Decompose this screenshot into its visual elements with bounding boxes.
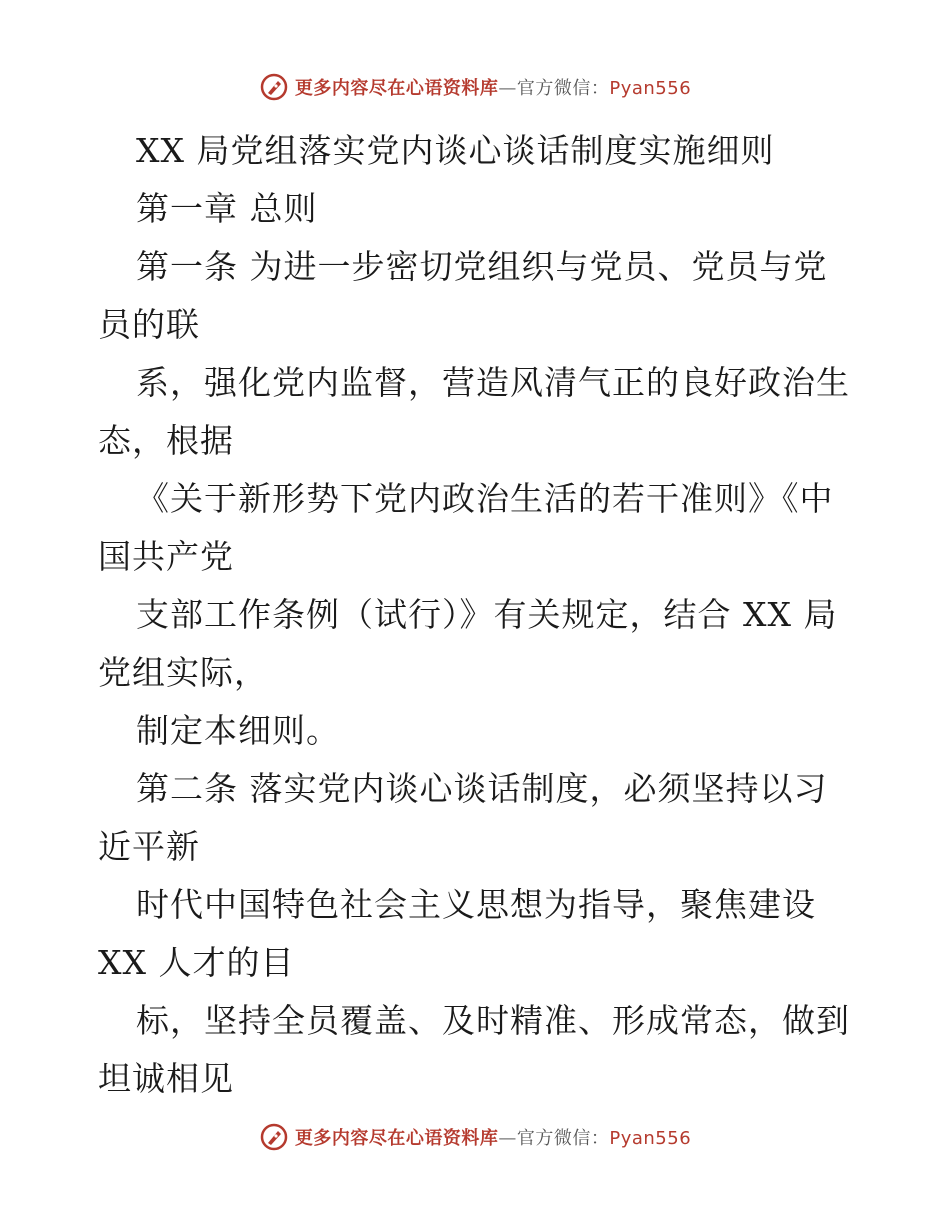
document-line: 国共产党 <box>98 537 234 576</box>
document-body <box>0 122 950 1108</box>
document-line: 态，根据 <box>98 421 234 460</box>
pen-nib-circle-icon <box>259 1122 289 1152</box>
watermark-official: 官方微信： <box>516 1128 610 1149</box>
watermark-wechat-id: Pyan556 <box>609 1128 692 1149</box>
watermark-wechat-id: Pyan556 <box>609 78 692 99</box>
document-line: 支部工作条例（试行）》有关规定，结合 XX 局 <box>136 595 838 634</box>
watermark-official: 官方微信： <box>516 78 610 99</box>
header-watermark <box>0 72 950 102</box>
document-line: 标，坚持全员覆盖、及时精准、形成常态，做到 <box>136 1001 850 1040</box>
document-title: XX 局党组落实党内谈心谈话制度实施细则 <box>136 131 775 170</box>
document-line: 坦诚相见 <box>98 1059 234 1098</box>
document-line: 系，强化党内监督，营造风清气正的良好政治生 <box>136 363 850 402</box>
document-line: 《关于新形势下党内政治生活的若干准则》《中 <box>136 479 834 518</box>
watermark-text <box>295 1124 691 1150</box>
document-line: 制定本细则。 <box>136 711 340 750</box>
document-line: 时代中国特色社会主义思想为指导，聚焦建设 <box>136 885 816 924</box>
footer-watermark <box>0 1122 950 1152</box>
watermark-brand: 更多内容尽在心语资料库 <box>294 1128 499 1149</box>
watermark-brand: 更多内容尽在心语资料库 <box>294 78 499 99</box>
pen-nib-circle-icon <box>259 72 289 102</box>
watermark-dash: — <box>498 78 517 99</box>
document-line: 近平新 <box>98 827 200 866</box>
watermark-dash: — <box>498 1128 517 1149</box>
document-line: 第二条 落实党内谈心谈话制度，必须坚持以习 <box>136 769 828 808</box>
watermark-text <box>295 74 691 100</box>
document-line: 党组实际， <box>98 653 268 692</box>
document-line: XX 人才的目 <box>98 943 295 982</box>
document-line: 第一章 总则 <box>136 189 318 228</box>
document-line: 第一条 为进一步密切党组织与党员、党员与党 <box>136 247 828 286</box>
document-line: 员的联 <box>98 305 200 344</box>
